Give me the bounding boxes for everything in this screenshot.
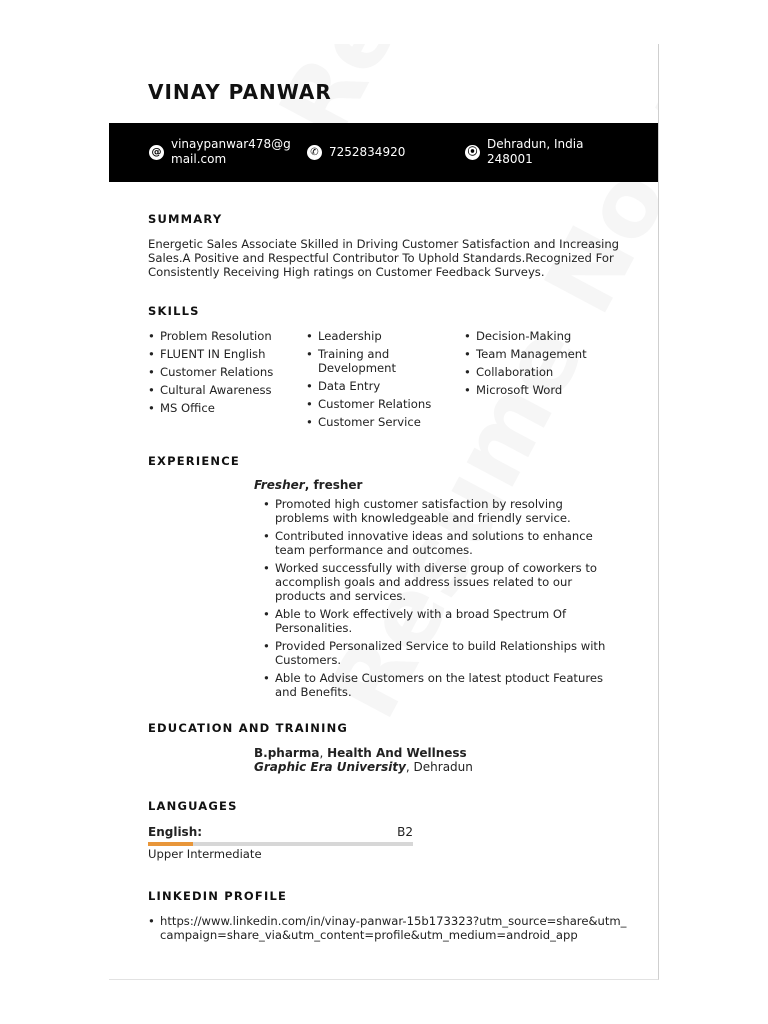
summary-text: Energetic Sales Associate Skilled in Driving Customer Satisfaction and Increasing Sales.A Positive and Respectful Contributor To Uphold Standards.Recognized For Consistently Receiving High ratings on Customer Feedback Surveys. [148,237,620,279]
skill-item: • Microsoft Word [464,383,616,397]
experience-bullet: • Worked successfully with diverse group of coworkers to accomplish goals and address issues related to our products and services. [263,561,613,603]
contact-bar [109,123,658,182]
skill-item: • Training and Development [306,347,458,375]
skill-item: • Customer Relations [306,397,458,411]
experience-bullet: • Contributed innovative ideas and solutions to enhance team performance and outcomes. [263,529,613,557]
experience-bullet: • Able to Advise Customers on the latest ptoduct Features and Benefits. [263,671,613,699]
skill-item: • FLUENT IN English [148,347,300,361]
experience-bullet: • Provided Personalized Service to build Relationships with Customers. [263,639,613,667]
school-name: Graphic Era University [254,760,406,774]
skill-item: • Problem Resolution [148,329,300,343]
phone-text[interactable]: 7252834920 [329,145,406,159]
at-icon: @ [149,145,164,160]
skill-item: • Decision-Making [464,329,616,343]
experience-bullet: • Promoted high customer satisfaction by resolving problems with knowledgeable and friendly service. [263,497,613,525]
skills-heading: SKILLS [148,304,200,318]
linkedin-list [148,914,628,942]
education-school-line: Graphic Era University, Dehradun [254,760,473,774]
skill-item: • Customer Service [306,415,458,429]
language-row [148,825,413,839]
experience-heading: EXPERIENCE [148,454,240,468]
job-company: fresher [313,478,363,492]
linkedin-heading: LINKEDIN PROFILE [148,889,288,903]
contact-phone [307,145,405,160]
education-degree-line: B.pharma, Health And Wellness [254,746,467,760]
education-heading: EDUCATION AND TRAINING [148,721,349,735]
degree: B.pharma [254,746,320,760]
job-role: Fresher [254,478,305,492]
phone-icon: ✆ [307,145,322,160]
education-entry [254,746,473,774]
skill-item: • Collaboration [464,365,616,379]
skill-item: • MS Office [148,401,300,415]
job-title: Fresher, fresher [254,478,363,492]
summary-heading: SUMMARY [148,212,223,226]
language-proficiency-fill [148,842,193,846]
skill-item: • Leadership [306,329,458,343]
skills-column-3 [464,329,616,401]
languages-heading: LANGUAGES [148,799,238,813]
resume-page [109,44,659,980]
skill-item: • Team Management [464,347,616,361]
skills-column-2 [306,329,458,433]
experience-bullets [263,497,613,703]
skills-column-1 [148,329,300,419]
skill-item: • Customer Relations [148,365,300,379]
contact-email [149,137,291,167]
language-name: English: [148,825,203,839]
candidate-name: VINAY PANWAR [148,80,332,104]
language-description: Upper Intermediate [148,847,262,861]
language-proficiency-bar [148,842,413,846]
map-pin-icon: ⦿ [465,145,480,160]
skill-item: • Cultural Awareness [148,383,300,397]
experience-bullet: • Able to Work effectively with a broad Spectrum Of Personalities. [263,607,613,635]
language-level: B2 [397,825,413,839]
school-city: Dehradun [413,760,473,774]
skill-item: • Data Entry [306,379,458,393]
email-text[interactable]: vinaypanwar478@g mail.com [171,137,291,166]
contact-location [465,137,583,167]
location-text: Dehradun, India 248001 [487,137,584,166]
linkedin-url[interactable]: • https://www.linkedin.com/in/vinay-panwar-15b173323?utm_source=share&utm_campaign=share_via&utm_content=profile&utm_medium=android_app [148,914,628,942]
field-of-study: Health And Wellness [327,746,467,760]
